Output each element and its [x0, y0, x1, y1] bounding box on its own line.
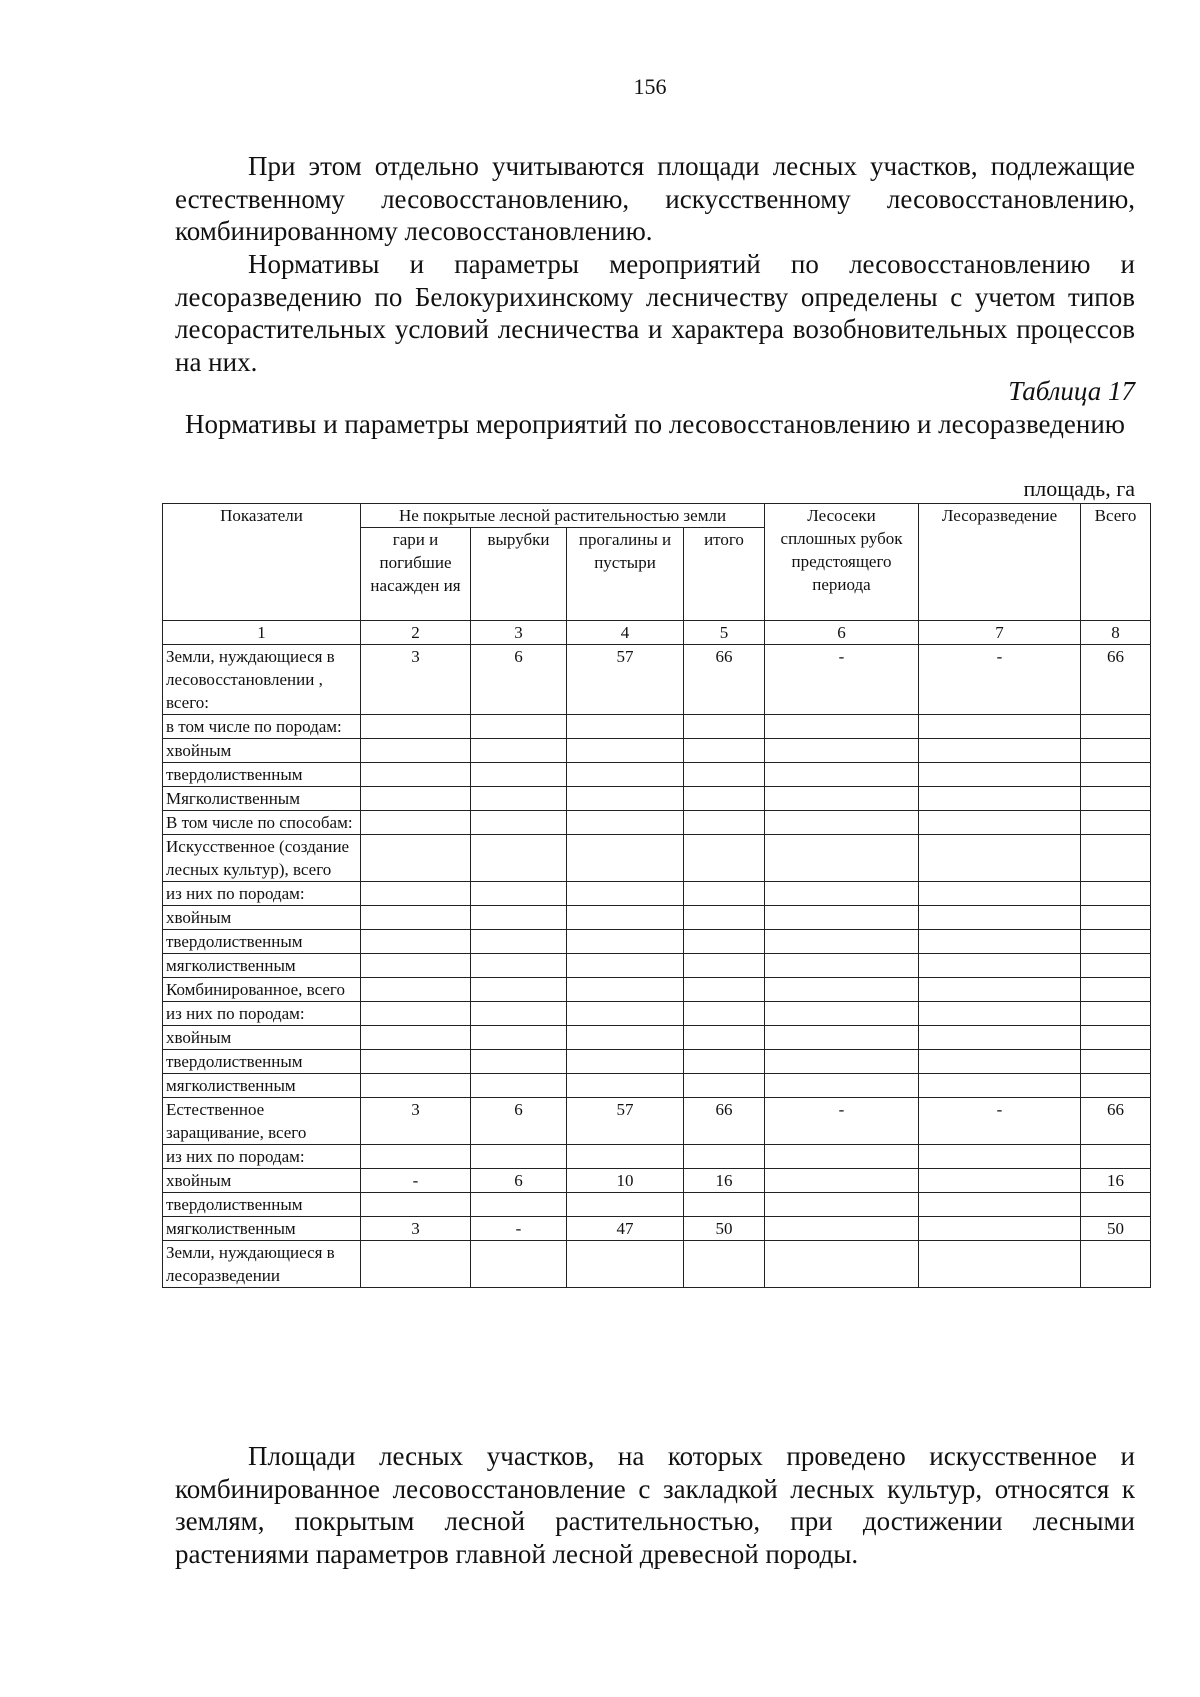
table-cell [919, 882, 1081, 906]
paragraph-norms: Нормативы и параметры мероприятий по лесовосстановлению и лесоразведению по Белокурихинскому лесничеству определены с учетом типов лесорастительных условий лесничества и характера возобновительных процессов на них. [175, 249, 1135, 377]
table-units: площадь, га [1023, 476, 1135, 501]
row-label: Земли, нуждающиеся в лесовосстановлении , всего: [163, 645, 361, 715]
table-cell [361, 763, 471, 787]
table-cell: 47 [567, 1217, 684, 1241]
table-cell: 66 [1081, 1098, 1151, 1145]
header-total: Всего [1081, 504, 1151, 621]
table-cell [684, 1002, 765, 1026]
table-cell [684, 882, 765, 906]
table-cell [765, 1002, 919, 1026]
table-cell [1081, 930, 1151, 954]
table-row [163, 1217, 1151, 1241]
table-cell [567, 763, 684, 787]
table-cell [471, 1193, 567, 1217]
header-indicators: Показатели [163, 504, 361, 621]
table-cell [1081, 906, 1151, 930]
table-cell [1081, 835, 1151, 882]
table-cell: - [361, 1169, 471, 1193]
table-cell [919, 1217, 1081, 1241]
table-cell: - [919, 1098, 1081, 1145]
table-row [163, 930, 1151, 954]
table-row [163, 1241, 1151, 1288]
table-cell [684, 930, 765, 954]
row-label: Земли, нуждающиеся в лесоразведении [163, 1241, 361, 1288]
table-cell [567, 739, 684, 763]
row-label: Мягколиственным [163, 787, 361, 811]
column-number: 1 [163, 621, 361, 645]
table-cell [765, 811, 919, 835]
table-label: Таблица 17 [1008, 376, 1135, 406]
table-cell [919, 978, 1081, 1002]
table-cell [919, 1074, 1081, 1098]
table-cell [471, 1002, 567, 1026]
row-label: твердолиственным [163, 1050, 361, 1074]
table-cell [567, 978, 684, 1002]
table-row [163, 763, 1151, 787]
column-number: 2 [361, 621, 471, 645]
table-cell [471, 715, 567, 739]
table-cell [471, 787, 567, 811]
table-cell [567, 1145, 684, 1169]
table-cell [1081, 787, 1151, 811]
table-row [163, 1074, 1151, 1098]
table-cell [684, 787, 765, 811]
table-cell [361, 978, 471, 1002]
row-label: хвойным [163, 1169, 361, 1193]
table-cell [567, 811, 684, 835]
table-cell [919, 954, 1081, 978]
table-row [163, 787, 1151, 811]
row-label: мягколиственным [163, 954, 361, 978]
table-row [163, 954, 1151, 978]
table-row [163, 882, 1151, 906]
table-cell [919, 906, 1081, 930]
row-label: из них по породам: [163, 1145, 361, 1169]
table-cell [567, 835, 684, 882]
column-numbers-row [163, 621, 1151, 645]
table-cell [567, 1026, 684, 1050]
row-label: Естественное заращивание, всего [163, 1098, 361, 1145]
table-cell [684, 906, 765, 930]
table-cell [765, 954, 919, 978]
table-cell [919, 1241, 1081, 1288]
table-row [163, 1169, 1151, 1193]
table-cell: 3 [361, 1217, 471, 1241]
column-number: 4 [567, 621, 684, 645]
column-number: 8 [1081, 621, 1151, 645]
table-row [163, 1026, 1151, 1050]
table-cell [361, 835, 471, 882]
table-cell [765, 1217, 919, 1241]
paragraph-conclusion: Площади лесных участков, на которых проведено искусственное и комбинированное лесовосстановление с закладкой лесных культур, относятся к землям, покрытым лесной растительностью, при достижении лесными растениями параметров главной лесной древесной породы. [175, 1441, 1135, 1569]
column-number: 3 [471, 621, 567, 645]
table-row [163, 1098, 1151, 1145]
table-cell [361, 930, 471, 954]
table-cell [361, 1193, 471, 1217]
table-cell [684, 835, 765, 882]
row-label: из них по породам: [163, 882, 361, 906]
table-cell [684, 715, 765, 739]
table-row [163, 835, 1151, 882]
page-number: 156 [633, 74, 667, 99]
table-cell [567, 930, 684, 954]
table-cell [684, 978, 765, 1002]
table-cell [684, 1241, 765, 1288]
table-cell: 50 [1081, 1217, 1151, 1241]
table-cell [1081, 882, 1151, 906]
table-cell: - [471, 1217, 567, 1241]
table-row [163, 1193, 1151, 1217]
table-cell [684, 1050, 765, 1074]
table-cell [471, 1050, 567, 1074]
table-cell [919, 835, 1081, 882]
table-cell [684, 1193, 765, 1217]
table-cell [1081, 1145, 1151, 1169]
header-clearcuts: Лесосеки сплошных рубок предстоящего периода [765, 504, 919, 621]
table-row [163, 715, 1151, 739]
table-cell [567, 954, 684, 978]
table-cell [471, 1074, 567, 1098]
table-cell [471, 1145, 567, 1169]
table-cell [471, 835, 567, 882]
header-afforestation: Лесоразведение [919, 504, 1081, 621]
table-cell [361, 1050, 471, 1074]
table-cell: - [765, 645, 919, 715]
table-cell [471, 906, 567, 930]
table-cell [765, 715, 919, 739]
table-cell [919, 787, 1081, 811]
table-row [163, 645, 1151, 715]
header-glades: прогалины и пустыри [567, 528, 684, 621]
table-cell [1081, 1241, 1151, 1288]
table-cell [765, 882, 919, 906]
table-cell: 16 [684, 1169, 765, 1193]
table-cell [765, 930, 919, 954]
table-cell [471, 763, 567, 787]
table-cell [567, 1193, 684, 1217]
table-cell [471, 1241, 567, 1288]
table-cell [1081, 811, 1151, 835]
table-row [163, 978, 1151, 1002]
table-cell [361, 1074, 471, 1098]
table-cell: 6 [471, 1098, 567, 1145]
table-cell [919, 1050, 1081, 1074]
table-cell [1081, 715, 1151, 739]
row-label: твердолиственным [163, 1193, 361, 1217]
table-cell [567, 1074, 684, 1098]
header-subtotal: итого [684, 528, 765, 621]
table-cell: - [765, 1098, 919, 1145]
table-cell [684, 1145, 765, 1169]
table-cell: 57 [567, 1098, 684, 1145]
table-cell [567, 787, 684, 811]
table-cell [684, 1074, 765, 1098]
paragraph-intro: При этом отдельно учитываются площади лесных участков, подлежащие естественному лесовосстановлению, искусственному лесовосстановлению, комбинированному лесовосстановлению. [175, 151, 1135, 246]
table-cell [765, 787, 919, 811]
row-label: из них по породам: [163, 1002, 361, 1026]
row-label: хвойным [163, 906, 361, 930]
table-cell [684, 763, 765, 787]
table-cell [361, 1145, 471, 1169]
table-cell [765, 1145, 919, 1169]
table-cell [919, 811, 1081, 835]
table-cell [919, 1026, 1081, 1050]
table-cell [765, 906, 919, 930]
table-cell [361, 715, 471, 739]
table-cell [361, 811, 471, 835]
row-label: в том числе по породам: [163, 715, 361, 739]
table-row [163, 1002, 1151, 1026]
table-cell [919, 1145, 1081, 1169]
table-cell [765, 1026, 919, 1050]
table-cell [1081, 978, 1151, 1002]
table-row [163, 1050, 1151, 1074]
table-cell [684, 739, 765, 763]
table-cell [684, 1026, 765, 1050]
table-cell [471, 954, 567, 978]
table-cell: 50 [684, 1217, 765, 1241]
table-cell [765, 739, 919, 763]
header-uncovered-lands: Не покрытые лесной растительностью земли [361, 504, 765, 528]
table-cell [471, 1026, 567, 1050]
table-cell: 3 [361, 645, 471, 715]
column-number: 5 [684, 621, 765, 645]
table-cell [919, 715, 1081, 739]
table-cell [471, 811, 567, 835]
table-cell [684, 954, 765, 978]
table-cell [567, 1050, 684, 1074]
table-cell: 6 [471, 1169, 567, 1193]
table-cell [919, 930, 1081, 954]
table-cell: 6 [471, 645, 567, 715]
table-cell [471, 930, 567, 954]
table-cell [1081, 1193, 1151, 1217]
table-body [163, 645, 1151, 1288]
row-label: Комбинированное, всего [163, 978, 361, 1002]
table-row [163, 906, 1151, 930]
table-cell: 10 [567, 1169, 684, 1193]
header-burns: гари и погибшие насажден ия [361, 528, 471, 621]
table-cell [361, 1002, 471, 1026]
table-cell [1081, 954, 1151, 978]
row-label: хвойным [163, 1026, 361, 1050]
table-row [163, 1145, 1151, 1169]
table-cell [567, 906, 684, 930]
row-label: В том числе по способам: [163, 811, 361, 835]
table-cell [765, 1193, 919, 1217]
table-cell [765, 978, 919, 1002]
table-cell [361, 954, 471, 978]
table-cell [684, 811, 765, 835]
table-cell [1081, 763, 1151, 787]
table-cell: 3 [361, 1098, 471, 1145]
row-label: мягколиственным [163, 1217, 361, 1241]
table-cell [765, 1241, 919, 1288]
table-cell [765, 1050, 919, 1074]
table-cell [765, 1074, 919, 1098]
table-cell [361, 1241, 471, 1288]
row-label: твердолиственным [163, 763, 361, 787]
table-cell [567, 1002, 684, 1026]
table-cell [361, 906, 471, 930]
table-cell [765, 1169, 919, 1193]
table-row [163, 739, 1151, 763]
table-cell [567, 1241, 684, 1288]
row-label: твердолиственным [163, 930, 361, 954]
table-cell [1081, 739, 1151, 763]
table-row [163, 811, 1151, 835]
table-cell [765, 763, 919, 787]
table-cell [471, 739, 567, 763]
row-label: мягколиственным [163, 1074, 361, 1098]
table-cell [919, 763, 1081, 787]
table-cell [919, 1193, 1081, 1217]
column-number: 7 [919, 621, 1081, 645]
table-cell: 66 [684, 645, 765, 715]
norms-table [162, 503, 1151, 1288]
table-cell [1081, 1074, 1151, 1098]
table-cell [919, 1169, 1081, 1193]
table-cell [567, 715, 684, 739]
column-number: 6 [765, 621, 919, 645]
table-cell [919, 1002, 1081, 1026]
row-label: хвойным [163, 739, 361, 763]
table-cell [919, 739, 1081, 763]
table-cell [567, 882, 684, 906]
table-cell: 57 [567, 645, 684, 715]
table-cell: 66 [684, 1098, 765, 1145]
table-cell [361, 1026, 471, 1050]
table-cell [471, 978, 567, 1002]
table-cell: - [919, 645, 1081, 715]
table-cell: 16 [1081, 1169, 1151, 1193]
table-cell [361, 882, 471, 906]
table-cell [1081, 1002, 1151, 1026]
table-cell [765, 835, 919, 882]
table-cell [361, 787, 471, 811]
table-title: Нормативы и параметры мероприятий по лесовосстановлению и лесоразведению [185, 409, 1125, 439]
table-cell: 66 [1081, 645, 1151, 715]
table-cell [1081, 1050, 1151, 1074]
row-label: Искусственное (создание лесных культур), всего [163, 835, 361, 882]
table-cell [471, 882, 567, 906]
table-cell [1081, 1026, 1151, 1050]
table-cell [361, 739, 471, 763]
header-cuttings: вырубки [471, 528, 567, 621]
